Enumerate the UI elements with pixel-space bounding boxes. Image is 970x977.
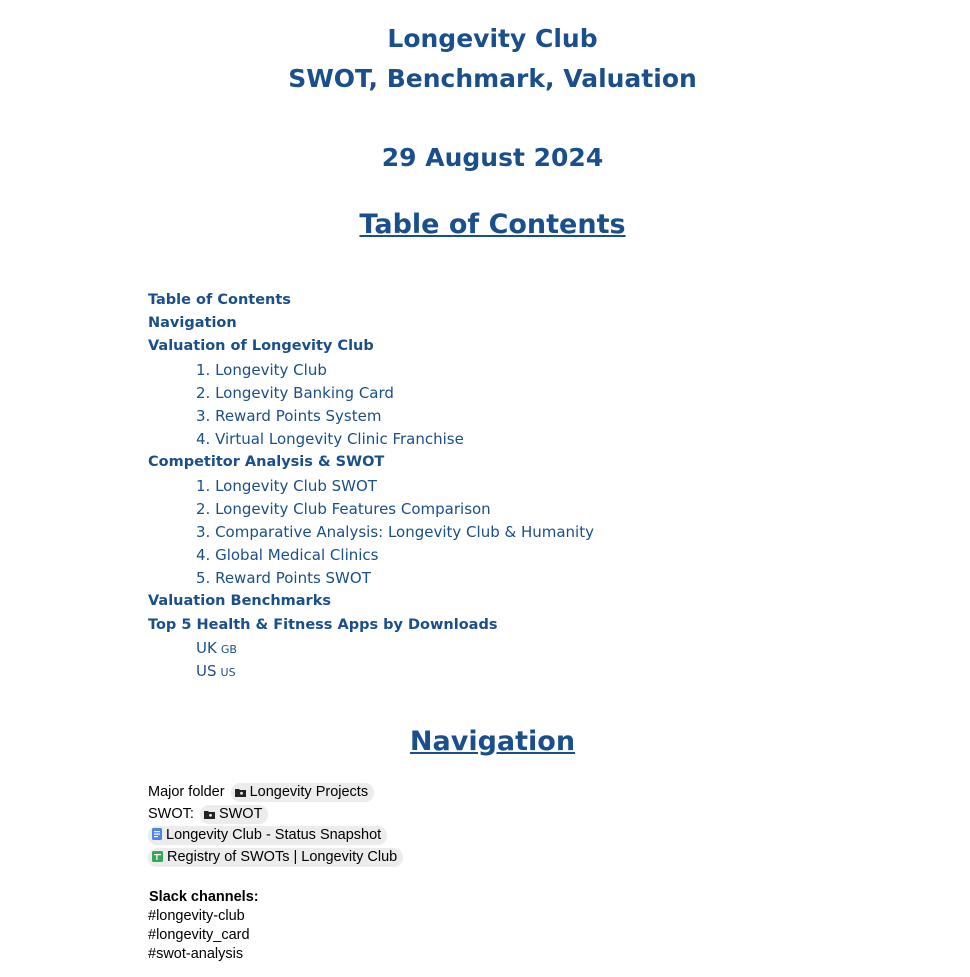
doc-row bbox=[148, 825, 403, 847]
toc-link-virtual-clinic[interactable]: 4. Virtual Longevity Clinic Franchise bbox=[196, 430, 464, 449]
registry-sheet-chip-label: Registry of SWOTs | Longevity Club bbox=[167, 848, 398, 865]
sheet-row bbox=[148, 847, 403, 869]
toc-heading: Table of Contents bbox=[359, 209, 626, 240]
status-snapshot-doc-chip[interactable] bbox=[148, 826, 387, 845]
document-date: 29 August 2024 bbox=[381, 143, 604, 172]
document-title bbox=[0, 19, 970, 99]
slack-channels-label: Slack channels: bbox=[149, 889, 259, 905]
slack-channels bbox=[148, 887, 259, 964]
toc-link-medical-clinics[interactable]: 4. Global Medical Clinics bbox=[196, 546, 379, 565]
table-of-contents bbox=[148, 289, 594, 683]
swot-label: SWOT: bbox=[148, 805, 194, 822]
toc-link-comparative-analysis[interactable]: 3. Comparative Analysis: Longevity Club & Humanity bbox=[196, 522, 594, 541]
gb-flag-icon: GB bbox=[220, 642, 237, 656]
toc-link-top-apps[interactable]: Top 5 Health & Fitness Apps by Downloads bbox=[148, 616, 498, 633]
swot-folder-chip-label: SWOT bbox=[218, 805, 263, 822]
title-line-1: Longevity Club bbox=[387, 24, 598, 53]
longevity-projects-chip-label: Longevity Projects bbox=[249, 784, 369, 800]
toc-link-valuation-benchmarks[interactable]: Valuation Benchmarks bbox=[148, 593, 331, 610]
toc-link-uk-label: UK bbox=[196, 638, 217, 657]
major-folder-row bbox=[148, 782, 403, 804]
us-flag-icon: US bbox=[220, 666, 236, 679]
status-snapshot-doc-chip-label: Longevity Club - Status Snapshot bbox=[166, 827, 382, 843]
google-sheet-icon bbox=[152, 851, 163, 862]
toc-link-longevity-club[interactable]: 1. Longevity Club bbox=[196, 360, 327, 379]
toc-link-features-comparison[interactable]: 2. Longevity Club Features Comparison bbox=[196, 499, 491, 518]
slack-channel-swot-analysis[interactable]: #swot-analysis bbox=[148, 946, 244, 962]
toc-link-reward-points[interactable]: 3. Reward Points System bbox=[196, 406, 382, 425]
toc-link-competitor-analysis[interactable]: Competitor Analysis & SWOT bbox=[148, 454, 385, 471]
shared-folder-icon bbox=[204, 810, 215, 819]
toc-link-us-label: US bbox=[196, 662, 217, 680]
toc-link-us[interactable] bbox=[148, 660, 594, 683]
longevity-projects-chip[interactable] bbox=[231, 783, 374, 802]
toc-link-banking-card[interactable]: 2. Longevity Banking Card bbox=[196, 383, 394, 402]
navigation-heading: Navigation bbox=[409, 726, 576, 757]
toc-link-uk[interactable] bbox=[148, 637, 594, 660]
google-doc-icon bbox=[152, 828, 162, 840]
swot-folder-chip[interactable] bbox=[200, 805, 269, 824]
toc-link-club-swot[interactable]: 1. Longevity Club SWOT bbox=[196, 476, 377, 495]
toc-link-valuation[interactable]: Valuation of Longevity Club bbox=[148, 338, 374, 355]
toc-link-reward-swot[interactable]: 5. Reward Points SWOT bbox=[196, 569, 371, 588]
shared-folder-icon bbox=[235, 788, 246, 797]
swot-row bbox=[148, 804, 403, 826]
title-line-2: SWOT, Benchmark, Valuation bbox=[288, 64, 697, 93]
slack-channel-longevity-card[interactable]: #longevity_card bbox=[148, 927, 250, 943]
slack-channel-longevity-club[interactable]: #longevity-club bbox=[148, 908, 245, 924]
toc-link-navigation[interactable]: Navigation bbox=[148, 315, 237, 332]
toc-link-table-of-contents[interactable]: Table of Contents bbox=[148, 292, 291, 308]
navigation-section bbox=[148, 782, 403, 868]
registry-sheet-chip[interactable] bbox=[148, 848, 403, 867]
major-folder-label: Major folder bbox=[148, 784, 225, 800]
